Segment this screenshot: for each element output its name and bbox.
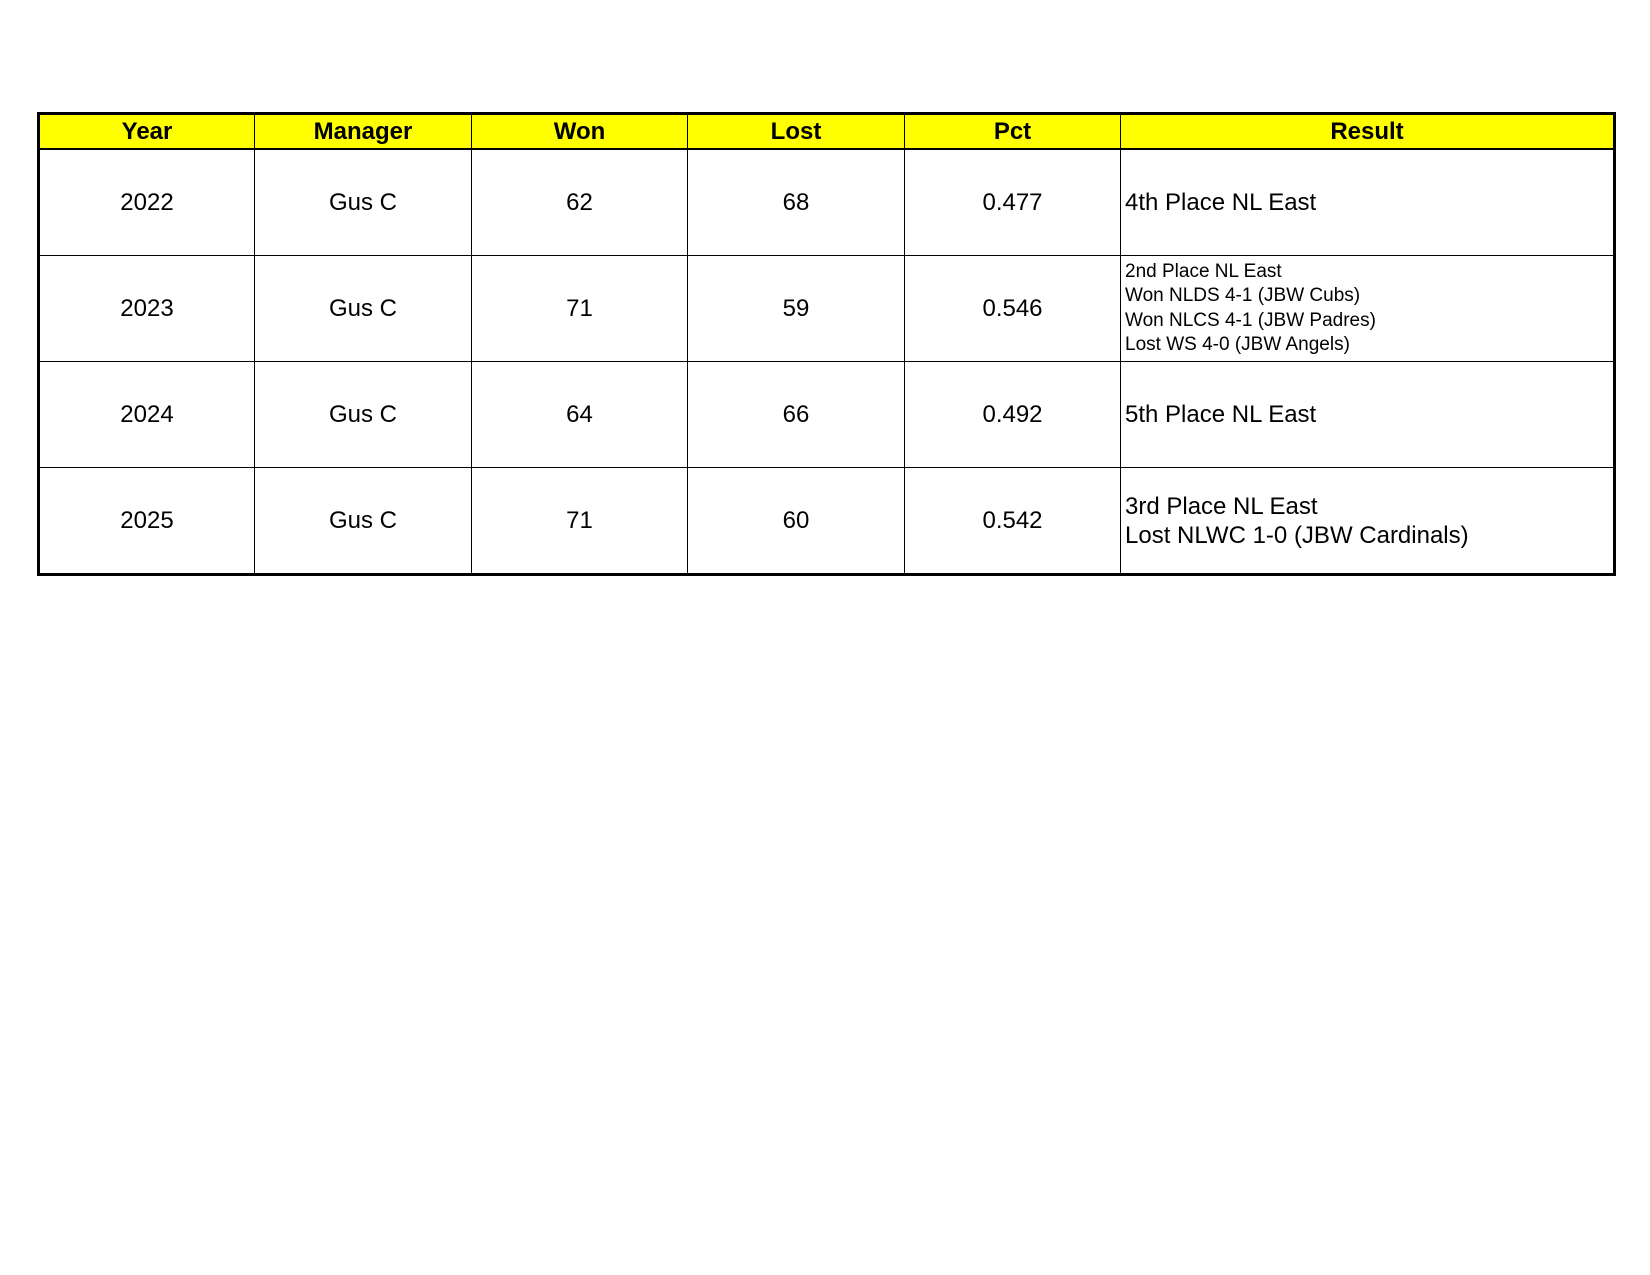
header-pct: Pct — [905, 114, 1121, 150]
cell-year: 2025 — [39, 468, 255, 575]
header-manager: Manager — [255, 114, 472, 150]
cell-pct: 0.542 — [905, 468, 1121, 575]
table-row — [39, 362, 1615, 468]
result-line: Lost NLWC 1-0 (JBW Cardinals) — [1125, 521, 1469, 549]
cell-lost: 59 — [688, 256, 905, 362]
cell-lost: 68 — [688, 149, 905, 256]
cell-result — [1121, 468, 1615, 575]
cell-year: 2024 — [39, 362, 255, 468]
cell-manager: Gus C — [255, 149, 472, 256]
header-result: Result — [1121, 114, 1615, 150]
cell-result — [1121, 256, 1615, 362]
cell-result — [1121, 362, 1615, 468]
cell-lost: 60 — [688, 468, 905, 575]
result-line: 3rd Place NL East — [1125, 492, 1318, 520]
cell-result — [1121, 149, 1615, 256]
result-line: Won NLDS 4-1 (JBW Cubs) — [1125, 285, 1361, 306]
header-won: Won — [472, 114, 688, 150]
cell-won: 71 — [472, 468, 688, 575]
cell-won: 62 — [472, 149, 688, 256]
result-line: Lost WS 4-0 (JBW Angels) — [1125, 334, 1350, 355]
cell-lost: 66 — [688, 362, 905, 468]
cell-manager: Gus C — [255, 468, 472, 575]
result-line: 2nd Place NL East — [1125, 260, 1282, 282]
table-row — [39, 149, 1615, 256]
cell-won: 71 — [472, 256, 688, 362]
cell-manager: Gus C — [255, 256, 472, 362]
table-row — [39, 468, 1615, 575]
cell-pct: 0.477 — [905, 149, 1121, 256]
header-lost: Lost — [688, 114, 905, 150]
cell-year: 2022 — [39, 149, 255, 256]
cell-manager: Gus C — [255, 362, 472, 468]
cell-pct: 0.546 — [905, 256, 1121, 362]
cell-pct: 0.492 — [905, 362, 1121, 468]
result-line: 4th Place NL East — [1125, 189, 1317, 216]
result-line: 5th Place NL East — [1125, 401, 1317, 428]
table-row — [39, 256, 1615, 362]
result-line: Won NLCS 4-1 (JBW Padres) — [1125, 309, 1376, 331]
season-record-table — [37, 112, 1616, 576]
table-header-row — [39, 114, 1615, 150]
cell-year: 2023 — [39, 256, 255, 362]
header-year: Year — [39, 114, 255, 150]
cell-won: 64 — [472, 362, 688, 468]
